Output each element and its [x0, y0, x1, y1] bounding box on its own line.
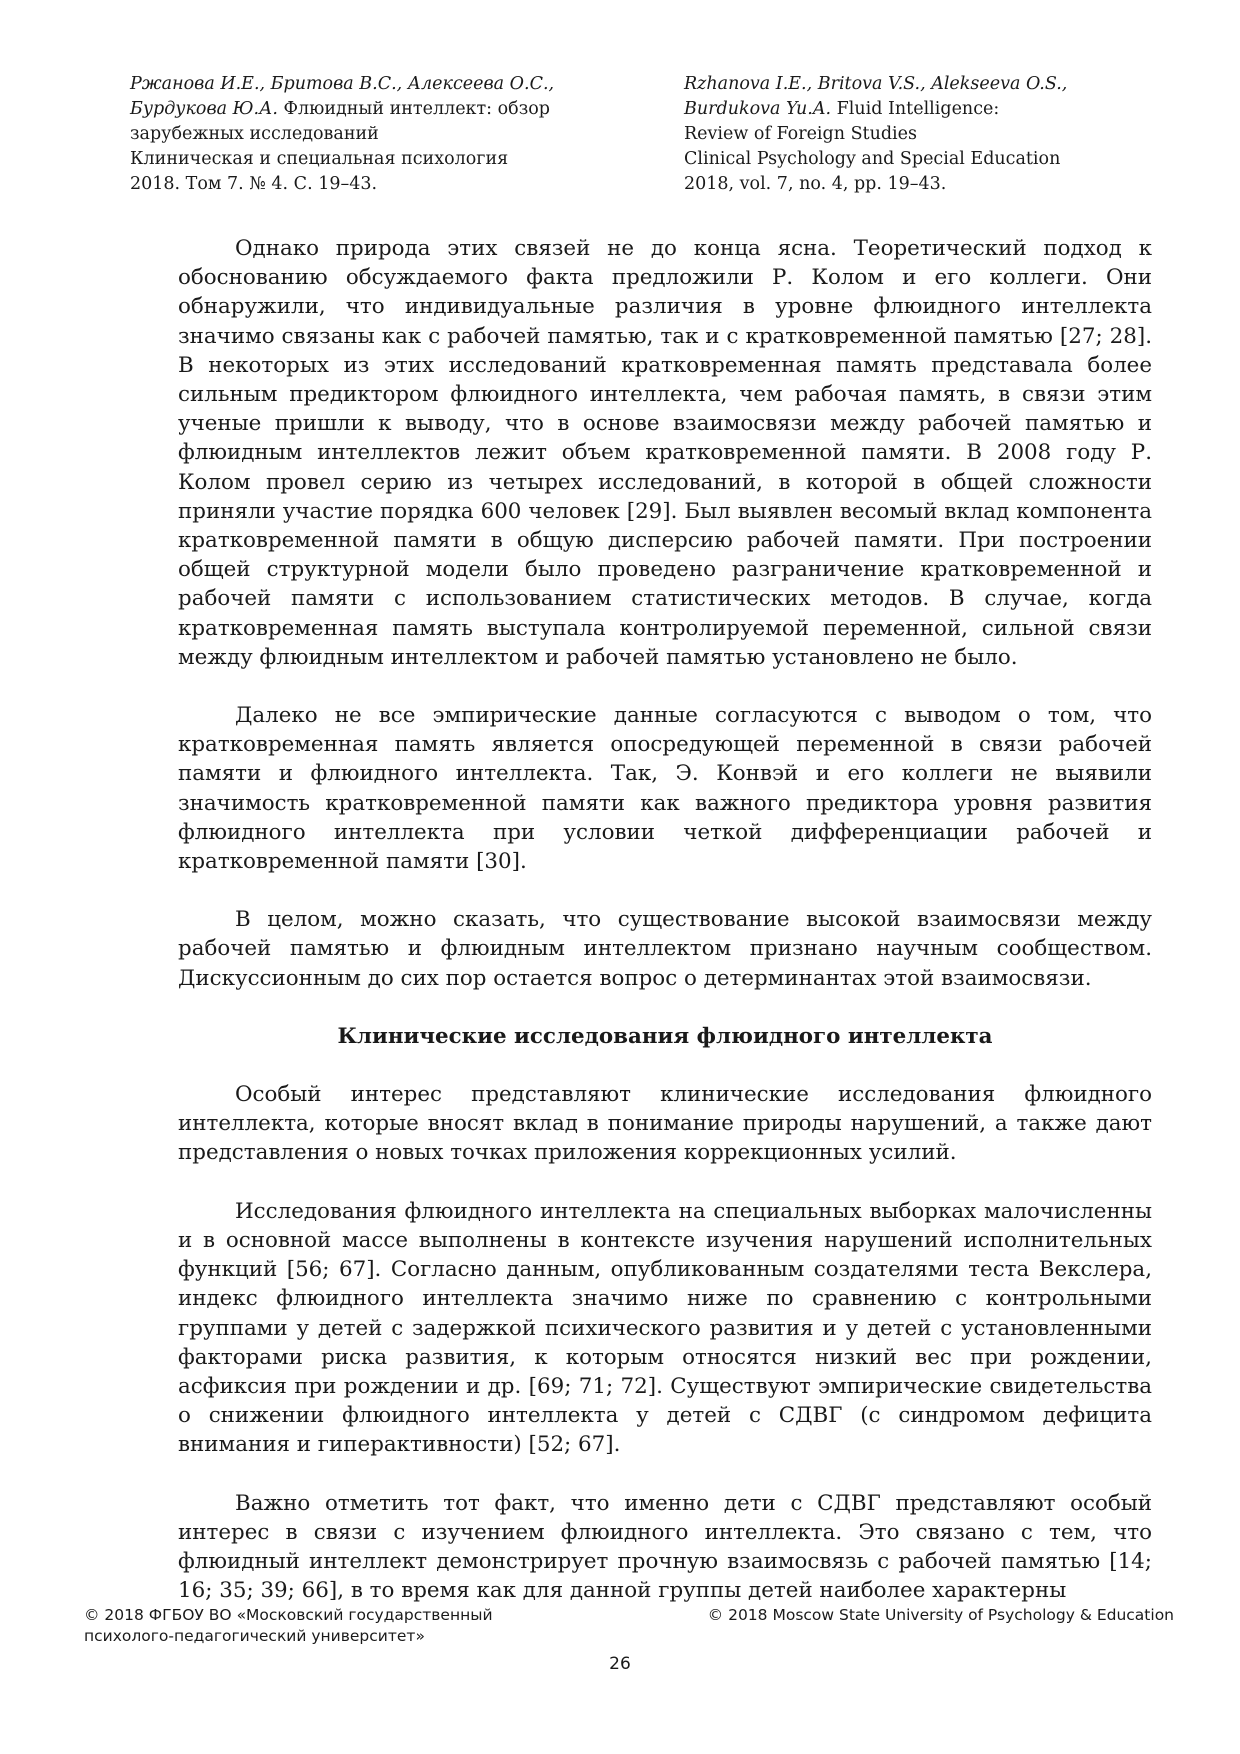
header-left — [130, 72, 580, 197]
header-journal-en: Clinical Psychology and Special Education — [684, 149, 1061, 169]
header-title-en — [684, 97, 1154, 122]
header-citation-ru: 2018. Том 7. № 4. С. 19–43. — [130, 174, 378, 194]
header-title-en-part1: Fluid Intelligence: — [831, 99, 1000, 119]
paragraph-2: Далеко не все эмпирические данные согласуются с выводом о том, что кратковременная память является опосредующей переменной в связи рабочей памяти и флюидного интеллекта. Так, Э. Конвэй и его коллеги не выявили значимость кратковременной памяти как важного предиктора уровня развития флюидного интеллекта при условии четкой дифференциации рабочей и кратковременной памяти [30]. — [178, 703, 1152, 875]
header-right — [684, 72, 1154, 197]
footer-copyright-ru-line2: психолого-педагогический университет» — [84, 1627, 425, 1645]
header-title-en-part2: Review of Foreign Studies — [684, 124, 917, 144]
header-title-ru — [130, 97, 580, 122]
header-authors-ru: Ржанова И.Е., Бритова В.С., Алексеева О.С., — [130, 74, 555, 94]
header-title-ru-part1: Флюидный интеллект: обзор — [277, 99, 550, 119]
header-journal-ru: Клиническая и специальная психология — [130, 149, 509, 169]
footer-copyright-en: © 2018 Moscow State University of Psychology & Education — [707, 1606, 1174, 1624]
article-body — [178, 234, 1152, 1605]
header-authors-ru-cont: Бурдукова Ю.А. — [130, 99, 278, 119]
header-authors-en: Rzhanova I.E., Britova V.S., Alekseeva O.S., — [684, 74, 1068, 94]
footer-copyright-ru — [84, 1605, 604, 1647]
paragraph-6: Важно отметить тот факт, что именно дети с СДВГ представляют особый интерес в связи с изучением флюидного интеллекта. Это связано с тем, что флюидный интеллект демонстрирует прочную взаимосвязь с рабочей памятью [14; 16; 35; 39; 66], в то время как для данной группы детей наиболее характерны — [178, 1490, 1152, 1604]
section-heading: Клинические исследования флюидного интеллекта — [337, 1023, 993, 1049]
header-authors-en-cont: Burdukova Yu.A. — [684, 99, 832, 119]
paragraph-4: Особый интерес представляют клинические исследования флюидного интеллекта, которые вносят вклад в понимание природы нарушений, а также дают представления о новых точках приложения коррекционных усилий. — [178, 1082, 1152, 1166]
header-citation-en: 2018, vol. 7, no. 4, pp. 19–43. — [684, 174, 947, 194]
footer-copyright-ru-line1: © 2018 ФГБОУ ВО «Московский государственный — [84, 1606, 493, 1624]
paragraph-1: Однако природа этих связей не до конца ясна. Теоретический подход к обоснованию обсуждаемого факта предложили Р. Колом и его коллеги. Они обнаружили, что индивидуальные различия в уровне флюидного интеллекта значимо связаны как с рабочей памятью, так и с кратковременной памятью [27; 28]. В некоторых из этих исследований кратковременная память представала более сильным предиктором флюидного интеллекта, чем рабочая память, в связи этим ученые пришли к выводу, что в основе взаимосвязи между рабочей памятью и флюидным интеллектов лежит объем кратковременной памяти. В 2008 году Р. Колом провел серию из четырех исследований, в которой в общей сложности приняли участие порядка 600 человек [29]. Был выявлен весомый вклад компонента кратковременной памяти в общую дисперсию рабочей памяти. При построении общей структурной модели было проведено разграничение кратковременной и рабочей памяти с использованием статистических методов. В случае, когда кратковременная память выступала контролируемой переменной, сильной связи между флюидным интеллектом и рабочей памятью установлено не было. — [178, 236, 1152, 670]
paragraph-5: Исследования флюидного интеллекта на специальных выборках малочисленны и в основной массе выполнены в контексте изучения нарушений исполнительных функций [56; 67]. Согласно данным, опубликованным создателями теста Векслера, индекс флюидного интеллекта значимо ниже по сравнению с контрольными группами у детей с задержкой психического развития и у детей с установленными факторами риска развития, к которым относятся низкий вес при рождении, асфиксия при рождении и др. [69; 71; 72]. Существуют эмпирические свидетельства о снижении флюидного интеллекта у детей с СДВГ (с синдромом дефицита внимания и гиперактивности) [52; 67]. — [178, 1198, 1152, 1458]
page-number: 26 — [609, 1654, 631, 1674]
header-title-ru-part2: зарубежных исследований — [130, 124, 379, 144]
paragraph-3: В целом, можно сказать, что существование высокой взаимосвязи между рабочей памятью и флюидным интеллектом признано научным сообществом. Дискуссионным до сих пор остается вопрос о детерминантах этой взаимосвязи. — [178, 907, 1152, 991]
